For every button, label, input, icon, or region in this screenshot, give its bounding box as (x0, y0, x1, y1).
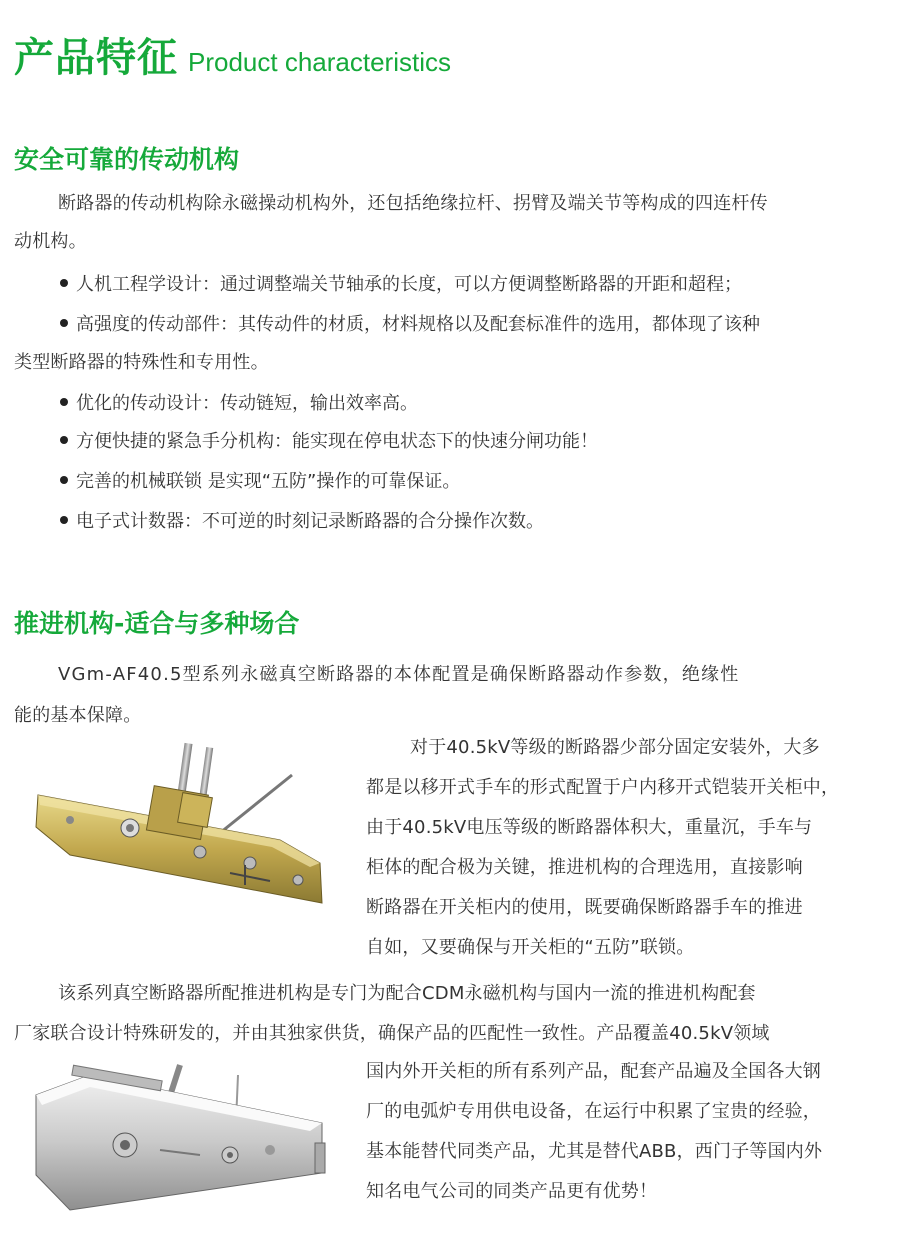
bullet-item (60, 508, 544, 536)
section2-para3-line2: 厂家联合设计特殊研发的，并由其独家供货，确保产品的匹配性一致性。产品覆盖40.5kV领域 (14, 1023, 770, 1044)
gold-mechanism-image (30, 735, 342, 925)
bullet-continuation: 类型断路器的特殊性和专用性。 (14, 352, 269, 373)
section2-para3-line5: 基本能替代同类产品，尤其是替代ABB，西门子等国内外 (366, 1141, 823, 1162)
section2-para2-line3: 由于40.5kV电压等级的断路器体积大，重量沉，手车与 (366, 817, 813, 838)
bullet-dot (60, 319, 68, 327)
page-title (14, 26, 451, 81)
bullet-dot (60, 436, 68, 444)
bullet-item (60, 468, 460, 496)
bullet-dot (60, 279, 68, 287)
section2-heading: 推进机构-适合与多种场合 (14, 609, 300, 638)
bullet-text: 完善的机械联锁 是实现“五防”操作的可靠保证。 (76, 471, 461, 492)
bullet-dot (60, 398, 68, 406)
section2-para3-line4: 厂的电弧炉专用供电设备，在运行中积累了宝贵的经验， (366, 1101, 821, 1122)
section1-heading: 安全可靠的传动机构 (14, 145, 240, 174)
section2-para2-line1: 对于40.5kV等级的断路器少部分固定安装外，大多 (410, 737, 820, 758)
section2-para2-line2: 都是以移开式手车的形式配置于户内移开式铠装开关柜中， (366, 777, 840, 798)
section2-para2-line5: 断路器在开关柜内的使用，既要确保断路器手车的推进 (366, 897, 803, 918)
bullet-text: 人机工程学设计：通过调整端关节轴承的长度，可以方便调整断路器的开距和超程； (76, 274, 742, 295)
silver-mechanism-image (30, 1055, 340, 1215)
bullet-item (60, 271, 742, 299)
bullet-text: 优化的传动设计：传动链短，输出效率高。 (76, 393, 418, 414)
bullet-text: 方便快捷的紧急手分机构：能实现在停电状态下的快速分闸功能！ (76, 431, 598, 452)
section2-para3-line6: 知名电气公司的同类产品更有优势！ (366, 1181, 658, 1202)
section2-para2-line6: 自如，又要确保与开关柜的“五防”联锁。 (366, 937, 695, 958)
section1-intro-line2: 动机构。 (14, 231, 87, 252)
bullet-dot (60, 476, 68, 484)
section2-para3-line3: 国内外开关柜的所有系列产品，配套产品遍及全国各大钢 (366, 1061, 821, 1082)
section2-para1-line2: 能的基本保障。 (14, 705, 142, 726)
bullet-item (60, 428, 598, 456)
page-title-en: Product characteristics (188, 47, 451, 77)
section2-para1-line1: VGm-AF40.5型系列永磁真空断路器的本体配置是确保断路器动作参数，绝缘性 (58, 664, 740, 685)
bullet-item (60, 311, 760, 339)
bullet-text: 高强度的传动部件：其传动件的材质，材料规格以及配套标准件的选用，都体现了该种 (76, 314, 760, 335)
bullet-dot (60, 516, 68, 524)
bullet-text: 电子式计数器：不可逆的时刻记录断路器的合分操作次数。 (76, 511, 544, 532)
section2-para3-line1: 该系列真空断路器所配推进机构是专门为配合CDM永磁机构与国内一流的推进机构配套 (58, 983, 756, 1004)
section2-para2-line4: 柜体的配合极为关键，推进机构的合理选用，直接影响 (366, 857, 803, 878)
page-title-cn: 产品特征 (14, 35, 178, 81)
section1-intro-line1: 断路器的传动机构除永磁操动机构外，还包括绝缘拉杆、拐臂及端关节等构成的四连杆传 (58, 193, 768, 214)
bullet-item (60, 390, 418, 418)
